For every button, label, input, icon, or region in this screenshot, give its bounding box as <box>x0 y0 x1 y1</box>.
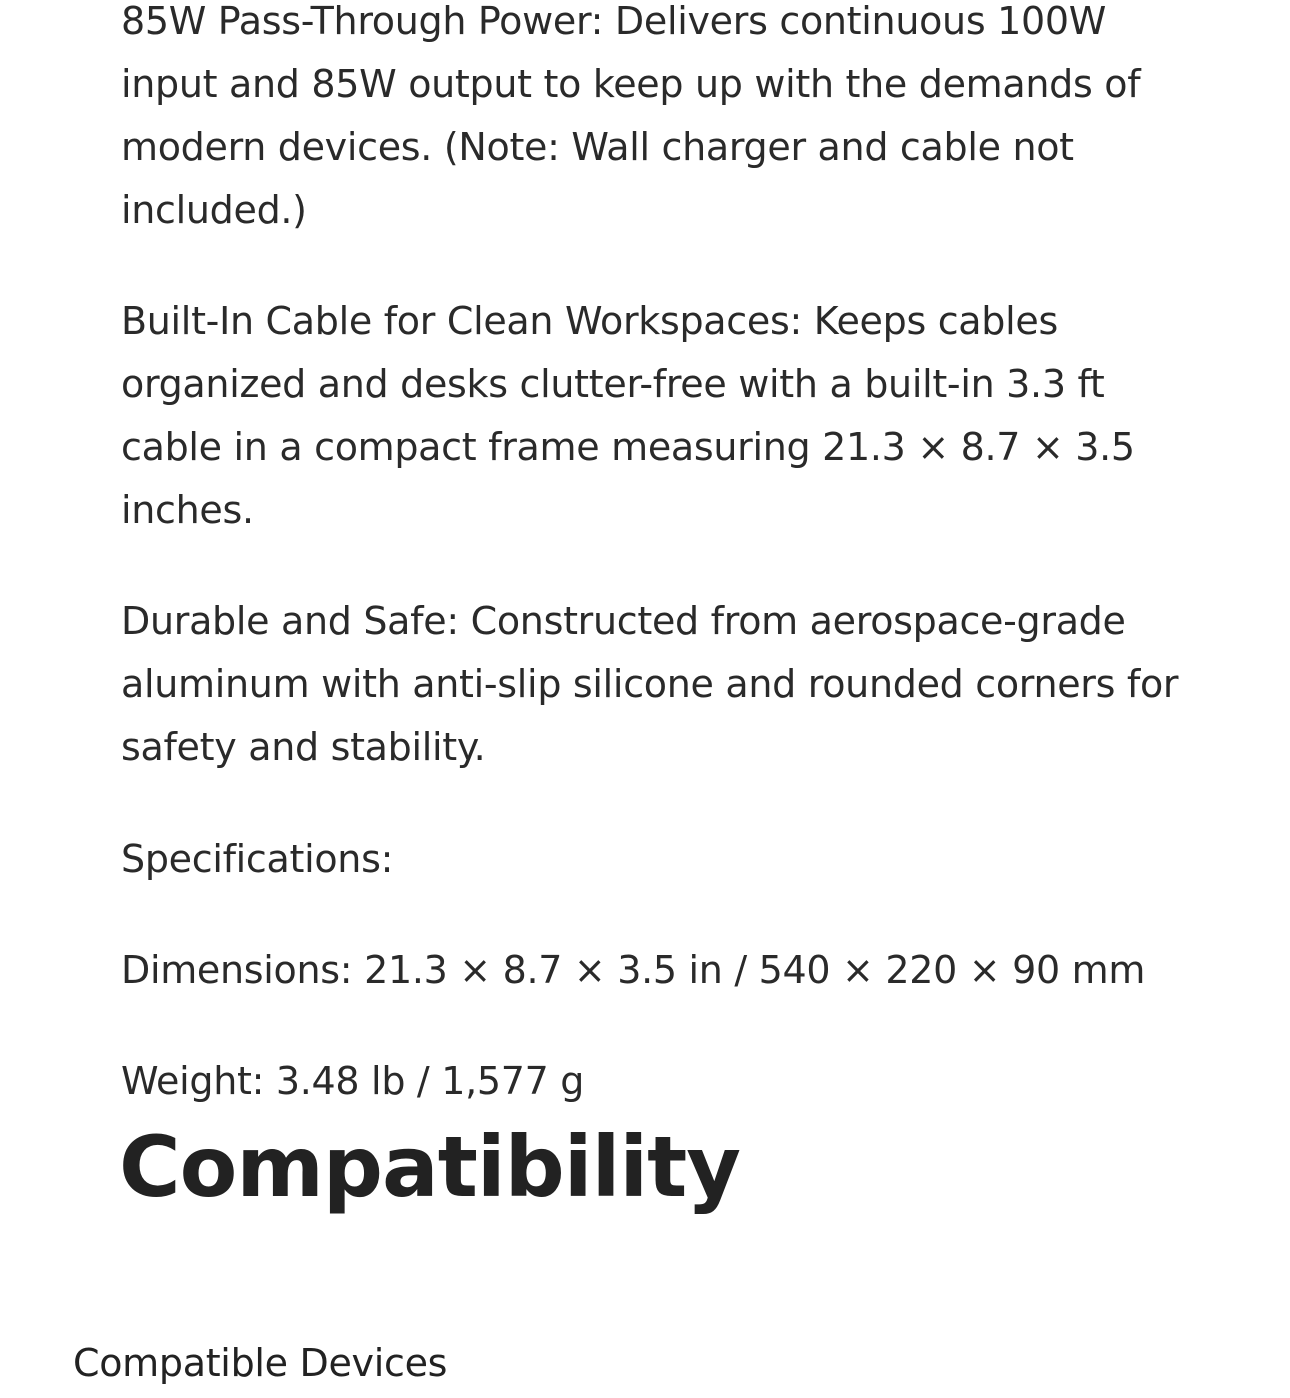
compatible-devices-heading[interactable]: Compatible Devices <box>73 1341 448 1385</box>
specifications-label: Specifications: <box>121 837 394 881</box>
feature-durable-safe: Durable and Safe: Constructed from aerospace-grade aluminum with anti-slip silicone and rounded corners for safety and stability. <box>121 599 1179 769</box>
compatibility-heading: Compatibility <box>119 1118 741 1216</box>
feature-built-in-cable: Built-In Cable for Clean Workspaces: Keeps cables organized and desks clutter-free with a built-in 3.3 ft cable in a compact frame measuring 21.3 × 8.7 × 3.5 inches. <box>121 299 1135 532</box>
spec-weight: Weight: 3.48 lb / 1,577 g <box>121 1059 585 1103</box>
spec-dimensions: Dimensions: 21.3 × 8.7 × 3.5 in / 540 × 220 × 90 mm <box>121 948 1146 992</box>
feature-pass-through-power: 85W Pass-Through Power: Delivers continuous 100W input and 85W output to keep up with the demands of modern devices. (Note: Wall charger and cable not included.) <box>121 0 1141 232</box>
